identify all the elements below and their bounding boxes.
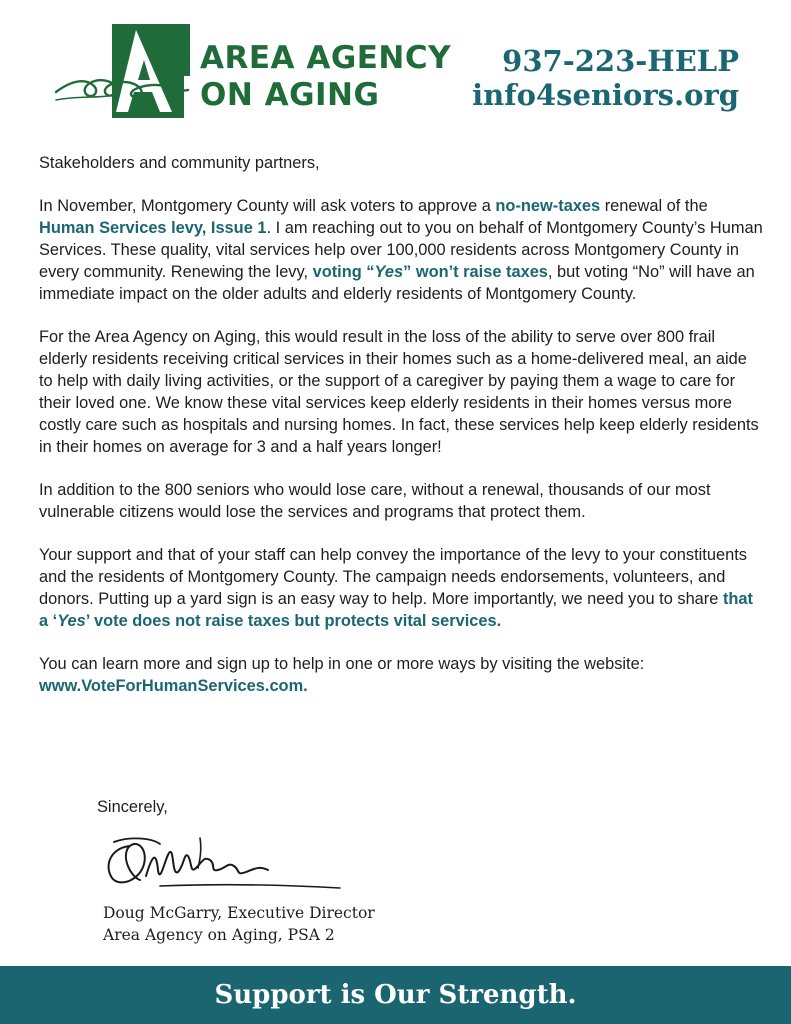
text: In November, Montgomery County will ask voters to approve a	[39, 197, 496, 215]
footer-tagline: Support is Our Strength.	[214, 980, 577, 1010]
signature-icon	[100, 826, 350, 898]
signer-block	[103, 902, 375, 946]
org-name	[200, 40, 451, 114]
highlight-text: that a ‘	[39, 590, 753, 630]
text: You can learn more and sign up to help in one or more ways by visiting the website:	[39, 655, 645, 673]
paragraph-4	[39, 544, 763, 632]
letter-body	[39, 152, 763, 718]
signer-organization: Area Agency on Aging, PSA 2	[103, 926, 335, 944]
highlight-text: ’ vote does not raise taxes but protects vital services.	[85, 612, 502, 630]
text: renewal of the	[600, 197, 708, 215]
text: , but voting “No” will have an immediate impact on the older adults and elderly residents of Montgomery County.	[39, 263, 755, 303]
website-link[interactable]: info4seniors.org	[472, 78, 739, 112]
greeting: Stakeholders and community partners,	[39, 154, 320, 172]
text: Your support and that of your staff can help convey the importance of the levy to your constituents and the residents of Montgomery County. The campaign needs endorsements, volunteers, and donors. Putting up a yard sign is an easy way to help. More importantly, we need you to share	[39, 546, 747, 608]
highlight-yes: Yes	[374, 263, 404, 281]
paragraph-3: In addition to the 800 seniors who would lose care, without a renewal, thousands of our most vulnerable citizens would lose the services and programs that protect them.	[39, 481, 711, 521]
closing: Sincerely,	[97, 798, 168, 816]
signer-name-title: Doug McGarry, Executive Director	[103, 904, 375, 922]
paragraph-2: For the Area Agency on Aging, this would result in the loss of the ability to serve over 800 frail elderly residents receiving critical services in their homes such as a home-delivered meal, an aide to help with daily living activities, or the support of a caregiver by paying them a wage to care for their loved one. We know these vital services keep elderly residents in their homes versus more costly care such as hospitals and nursing homes. In fact, these services help keep elderly residents in their homes on average for 3 and a half years longer!	[39, 328, 759, 456]
highlight-text: ” won’t raise taxes	[403, 263, 548, 281]
phone-number: 937-223-HELP	[502, 44, 739, 78]
highlight-levy-issue: Human Services levy, Issue 1	[39, 219, 267, 237]
text: . I am reaching out to you on behalf of Montgomery County’s Human Services. These quality, vital services help over 100,000 residents across Montgomery County in every community. Renewing the levy,	[39, 219, 763, 281]
area-agency-logo-icon	[52, 20, 192, 118]
contact-block	[472, 44, 739, 112]
highlight-no-new-taxes: no-new-taxes	[495, 197, 601, 215]
letterhead	[0, 0, 791, 130]
campaign-website-link[interactable]: www.VoteForHumanServices.com.	[39, 677, 308, 695]
paragraph-1	[39, 195, 763, 305]
highlight-text: voting “	[312, 263, 375, 281]
org-name-line2: ON AGING	[200, 77, 380, 113]
highlight-voting-yes	[313, 263, 548, 281]
org-name-line1: AREA AGENCY	[200, 40, 452, 76]
highlight-yes: Yes	[57, 612, 86, 630]
paragraph-5	[39, 653, 763, 697]
footer-banner	[0, 966, 791, 1024]
